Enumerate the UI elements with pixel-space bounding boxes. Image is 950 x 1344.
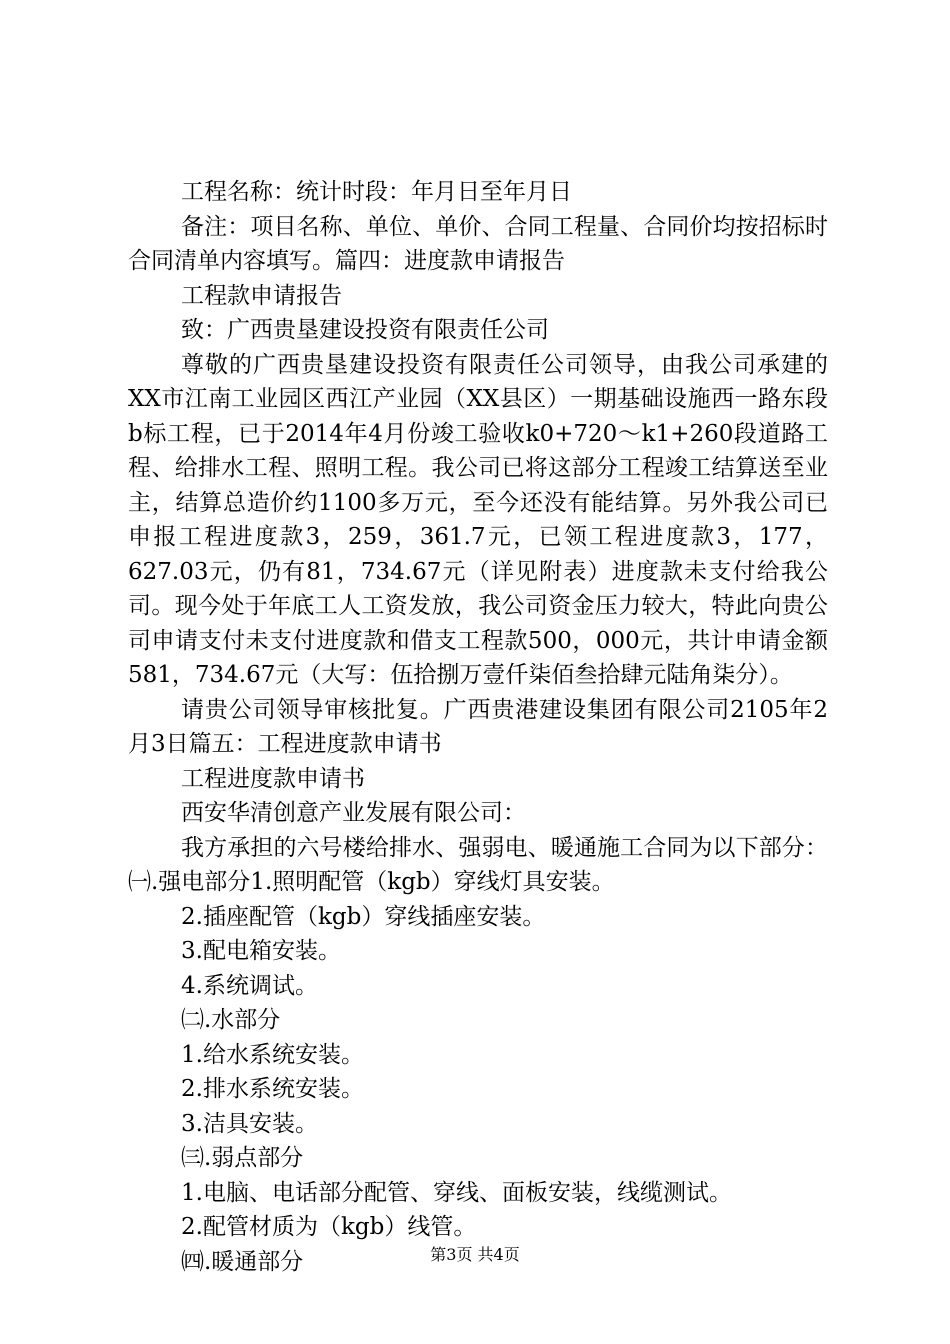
paragraph: 4.系统调试。 (181, 972, 318, 999)
paragraph: 工程款申请报告 (181, 282, 342, 309)
paragraph: 2.配管材质为（kgb）线管。 (181, 1214, 477, 1240)
paragraph: 3.配电箱安装。 (181, 938, 341, 964)
paragraph: 2.插座配管（kgb）穿线插座安装。 (181, 903, 546, 930)
paragraph: 1.给水系统安装。 (181, 1041, 364, 1068)
paragraph: 3.洁具安装。 (181, 1110, 318, 1137)
paragraph: 工程名称：统计时段：年月日至年月日 (181, 179, 572, 205)
paragraph: 西安华清创意产业发展有限公司： (181, 800, 526, 826)
paragraph: ㈣.暖通部分 (181, 1248, 304, 1275)
paragraph: 备注：项目名称、单位、单价、合同工程量、合同价均按招标时合同清单内容填写。篇四：进度款申请报告 (128, 213, 828, 274)
paragraph: 请贵公司领导审核批复。广西贵港建设集团有限公司2105年2月3日篇五：工程进度款申请书 (128, 696, 828, 757)
paragraph: 1.电脑、电话部分配管、穿线、面板安装，线缆测试。 (181, 1179, 732, 1206)
paragraph: 致：广西贵垦建设投资有限责任公司 (181, 317, 549, 343)
document-body (128, 175, 828, 1279)
paragraph: 工程进度款申请书 (181, 765, 365, 792)
paragraph: 我方承担的六号楼给排水、强弱电、暖通施工合同为以下部分：㈠.强电部分1.照明配管（kgb）穿线灯具安装。 (128, 834, 828, 895)
paragraph: ㈡.水部分 (181, 1007, 281, 1033)
paragraph: 尊敬的广西贵垦建设投资有限责任公司领导，由我公司承建的XX市江南工业园区西江产业园（XX县区）一期基础设施西一路东段b标工程，已于2014年4月份竣工验收k0+720～k1+260段道路工程、给排水工程、照明工程。我公司已将这部分工程竣工结算送至业主，结算总造价约1100多万元，至今还没有能结算。另外我公司已申报工程进度款3，259，361.7元，已领工程进度款3，177，627.03元，仍有81，734.67元（详见附表）进度款未支付给我公司。现今处于年底工人工资发放，我公司资金压力较大，特此向贵公司申请支付未支付进度款和借支工程款500，000元，共计申请金额581，734.67元（大写：伍拾捌万壹仟柒佰叁拾肆元陆角柒分）。 (128, 351, 828, 688)
paragraph: ㈢.弱点部分 (181, 1145, 304, 1171)
paragraph: 2.排水系统安装。 (181, 1076, 364, 1102)
page-number-footer: 第3页 共4页 (430, 1245, 520, 1264)
